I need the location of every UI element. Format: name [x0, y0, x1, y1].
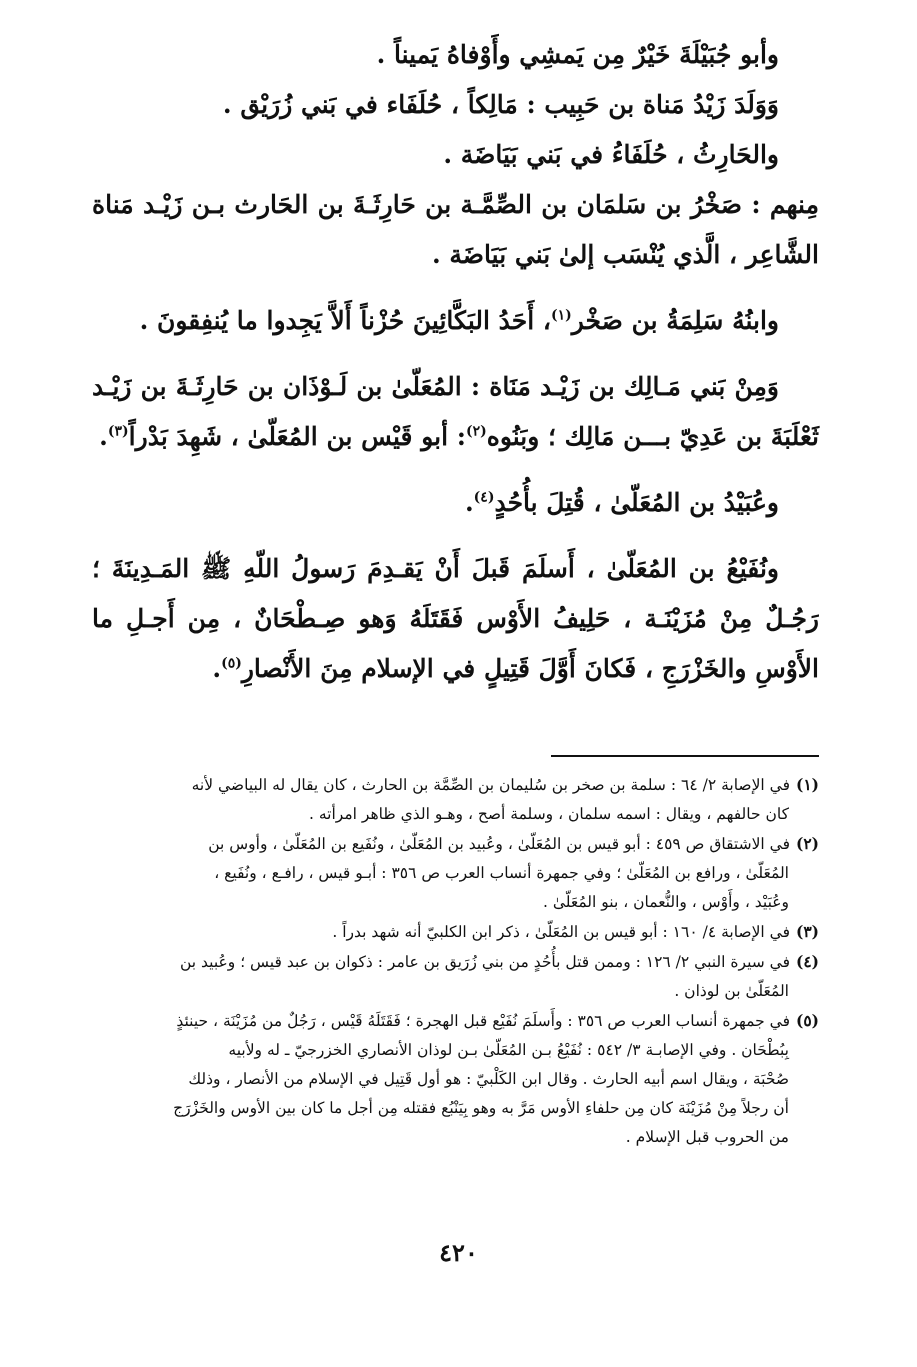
text-line-4: مِنهم : صَخْرُ بن سَلمَان بن الصِّمَّـة بن حَارِثَـةَ بن الحَارث بـن زَيْـد مَناة [92, 190, 819, 219]
footnote-4 [92, 947, 819, 1006]
footnotes [92, 770, 819, 1152]
footnote-number: (٤) [795, 952, 819, 971]
text-segment: وابنُهُ سَلِمَةُ بن صَخْر [571, 306, 779, 335]
footnote-text: في سيرة النبي ٢/ ١٢٦ : وممن قتل بأُحُدٍ من بني زُرَيق بن عامر : ذكوان بن عبد قيس ؛ وعُبيد بن [180, 953, 790, 971]
footnote-text: وعُبَيْد ، وأَوْس ، والنُّعمان ، بنو المُعَلّىٰ . [542, 893, 789, 911]
text-line-9 [92, 478, 819, 528]
footnote-text: في الإصابة ٤/ ١٦٠ : أبو قيس بن المُعَلّىٰ ، ذكر ابن الكلبيّ أنه شهد بدراً . [332, 923, 790, 941]
text-segment: ، أَحَدُ البَكَّائِينَ حُزْناً أَلاَّ يَجِدوا ما يُنفِقونَ . [139, 306, 551, 335]
footnote-text: المُعَلّىٰ بن لوذان . [674, 982, 789, 1000]
footnote-ref-4: (٤) [473, 489, 495, 506]
text-segment: . [464, 488, 474, 517]
footnote-number: (٣) [795, 922, 819, 941]
text-segment: . [212, 654, 222, 683]
footnote-ref-5: (٥) [221, 655, 242, 672]
footnote-ref-1: (١) [550, 307, 572, 324]
text-line-7: وَمِنْ بَني مَـالِك بن زَيْـد مَنَاة : المُعَلّىٰ بن لَـوْذَان بن حَارِثَـةَ بن زَيْـد [92, 372, 779, 401]
footnote-3 [92, 917, 819, 947]
text-segment: ثَعْلَبَةَ بن عَدِيّ بـــن مَالِك ؛ وبَنُوه [486, 422, 819, 451]
footnote-5 [92, 1006, 819, 1152]
text-segment: وعُبَيْدُ بن المُعَلّىٰ ، قُتِلَ بأُحُدٍ [494, 488, 779, 517]
text-line-5: الشَّاعِر ، الَّذي يُنْسَب إلىٰ بَني بَيَاضَة . [432, 240, 819, 269]
footnote-2 [92, 829, 819, 917]
footnote-text: بِبُطْحَان . وفي الإصابـة ٣/ ٥٤٢ : نُفَيْعُ بـن المُعَلّىٰ بـن لوذان الأنصاري الخزرجيّ ـ له ولأبيه [228, 1041, 789, 1059]
footnote-text: في الاشتقاق ص ٤٥٩ : أبو قيس بن المُعَلّىٰ ، وعُبيد بن المُعَلّىٰ ، ونُفَيع بن المُعَلّىٰ ، وأوس بن [208, 835, 790, 853]
footnote-number: (١) [795, 775, 819, 794]
footnote-text: من الحروب قبل الإسلام . [625, 1128, 789, 1146]
main-text [92, 30, 819, 694]
text-segment: الأَوْسِ والخَزْرَجِ ، فَكانَ أَوَّلَ قَتِيلٍ في الإسلام مِنَ الأَنْصارِ [241, 654, 819, 683]
footnote-text: في الإصابة ٢/ ٦٤ : سلمة بن صخر بن سُليمان بن الصِّمَّة بن الحارث ، كان يقال له البياضي لأنه [191, 776, 790, 794]
verse-line: وأبو جُبَيْلَةَ خَيْرٌ مِن يَمشِي وأَوْفاهُ يَميناً . [376, 40, 779, 69]
footnote-text: أن رجلاً مِنْ مُزَيْنَة كان مِن حلفاءِ الأوس مَرَّ به وهو بِيَنْبُع فقتله مِن أجل ما كان بين الأوس والخَزْرَج [173, 1099, 789, 1117]
footnote-text: صُحْبَة ، ويقال اسم أبيه الحارث . وقال ابن الكَلْبيّ : هو أول قَتِيل في الإسلام من الأنصار ، وذلك [188, 1070, 789, 1088]
text-line-6 [92, 296, 819, 346]
footnote-number: (٥) [795, 1011, 819, 1030]
text-line-10: ونُفَيْعُ بن المُعَلّىٰ ، أَسلَمَ قَبلَ أَنْ يَقـدِمَ رَسولُ اللّهِ ﷺ المَـدِينَةَ ؛ [92, 554, 779, 583]
text-line-3: والحَارِثُ ، حُلَفَاءُ في بَني بَيَاضَة . [443, 140, 779, 169]
text-line-2: وَوَلَدَ زَيْدُ مَناة بن حَبِيب : مَالِكاً ، حُلَفَاء في بَني زُرَيْق . [222, 90, 779, 119]
text-line-11: رَجُـلٌ مِنْ مُزَيْنَـة ، حَلِيفُ الأَوْس فَقَتَلَهُ وَهو صِـطْحَانٌ ، مِن أَجـلِ ما [92, 604, 819, 633]
footnote-text: في جمهرة أنساب العرب ص ٣٥٦ : وأَسلَمَ نُفَيْع قبل الهجرة ؛ فَقَتَلَهُ قَيْس ، رَجُلٌ من مُزَيْنَة ، حينئذٍ [176, 1012, 790, 1030]
footnote-text: كان حالفهم ، ويقال : اسمه سلمان ، وسلمة أصح ، وهـو الذي ظاهر امرأته . [309, 805, 789, 823]
footnote-1 [92, 770, 819, 829]
footnote-ref-2: (٢) [465, 423, 487, 440]
page-number: ٤٢٠ [439, 1238, 478, 1267]
text-line-12 [92, 644, 819, 694]
text-segment: : أبو قَيْس بن المُعَلّىٰ ، شَهِدَ بَدْراً [128, 422, 466, 451]
footnote-text: المُعَلّىٰ ، ورافع بن المُعَلّىٰ ؛ وفي جمهرة أنساب العرب ص ٣٥٦ : أبـو قيس ، رافـع ، ونُفَيع ، [214, 864, 789, 882]
text-segment: . [99, 422, 108, 451]
footnote-ref-3: (٣) [107, 423, 129, 440]
footnote-number: (٢) [795, 834, 819, 853]
text-line-8 [92, 412, 819, 462]
footnote-separator [551, 755, 819, 757]
